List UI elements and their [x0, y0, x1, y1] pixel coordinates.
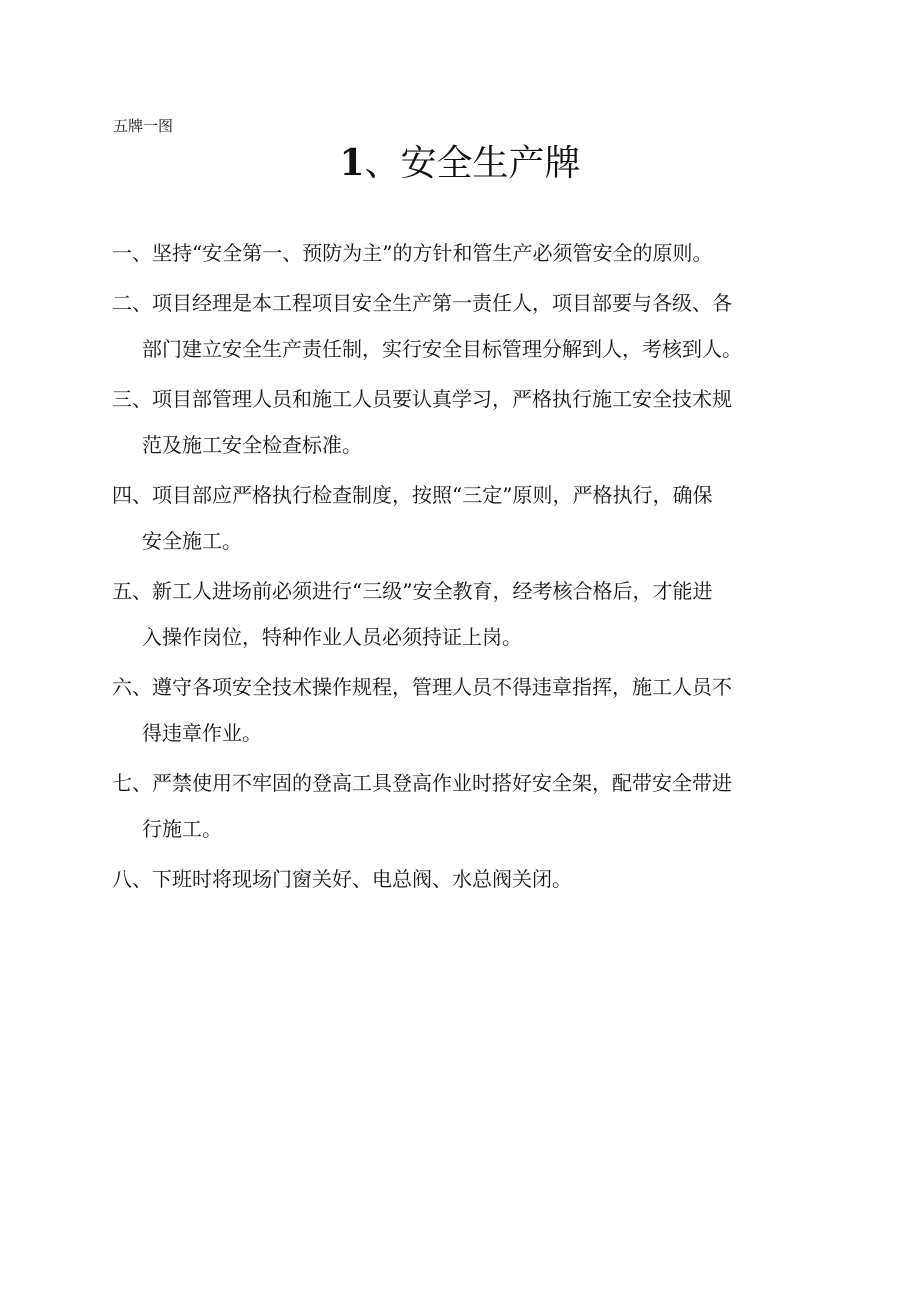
rule-item-4: [112, 472, 812, 564]
rule-line-continuation: 得违章作业。: [142, 721, 262, 745]
rule-item-8: [112, 856, 812, 902]
rule-line-continuation: 范及施工安全检查标准。: [142, 433, 362, 457]
rule-item-1: [112, 230, 812, 276]
rule-item-2: [112, 280, 812, 372]
rule-line: 一、坚持“安全第一、预防为主”的方针和管生产必须管安全的原则。: [112, 241, 713, 265]
rule-line: 六、遵守各项安全技术操作规程，管理人员不得违章指挥，施工人员不: [112, 675, 732, 699]
rule-line: 五、新工人进场前必须进行“三级”安全教育，经考核合格后，才能进: [112, 579, 713, 603]
rule-item-6: [112, 664, 812, 756]
rule-item-3: [112, 376, 812, 468]
rule-line: 二、项目经理是本工程项目安全生产第一责任人，项目部要与各级、各: [112, 291, 732, 315]
rule-line-continuation: 行施工。: [142, 817, 222, 841]
title-number: 1: [339, 142, 365, 184]
rule-item-7: [112, 760, 812, 852]
rule-line-continuation: 入操作岗位，特种作业人员必须持证上岗。: [142, 625, 522, 649]
rule-line: 四、项目部应严格执行检查制度，按照“三定”原则，严格执行，确保: [112, 483, 713, 507]
rule-list: [112, 230, 812, 906]
rule-line: 七、严禁使用不牢固的登高工具登高作业时搭好安全架，配带安全带进: [112, 771, 732, 795]
rule-line-continuation: 安全施工。: [142, 529, 242, 553]
page-title: [0, 138, 920, 189]
header-note: 五牌一图: [113, 117, 174, 135]
rule-item-5: [112, 568, 812, 660]
rule-line: 三、项目部管理人员和施工人员要认真学习，严格执行施工安全技术规: [112, 387, 732, 411]
title-text: 、安全生产牌: [364, 143, 581, 184]
rule-line-continuation: 部门建立安全生产责任制，实行安全目标管理分解到人，考核到人。: [142, 337, 742, 361]
rule-line: 八、下班时将现场门窗关好、电总阀、水总阀关闭。: [112, 867, 572, 891]
